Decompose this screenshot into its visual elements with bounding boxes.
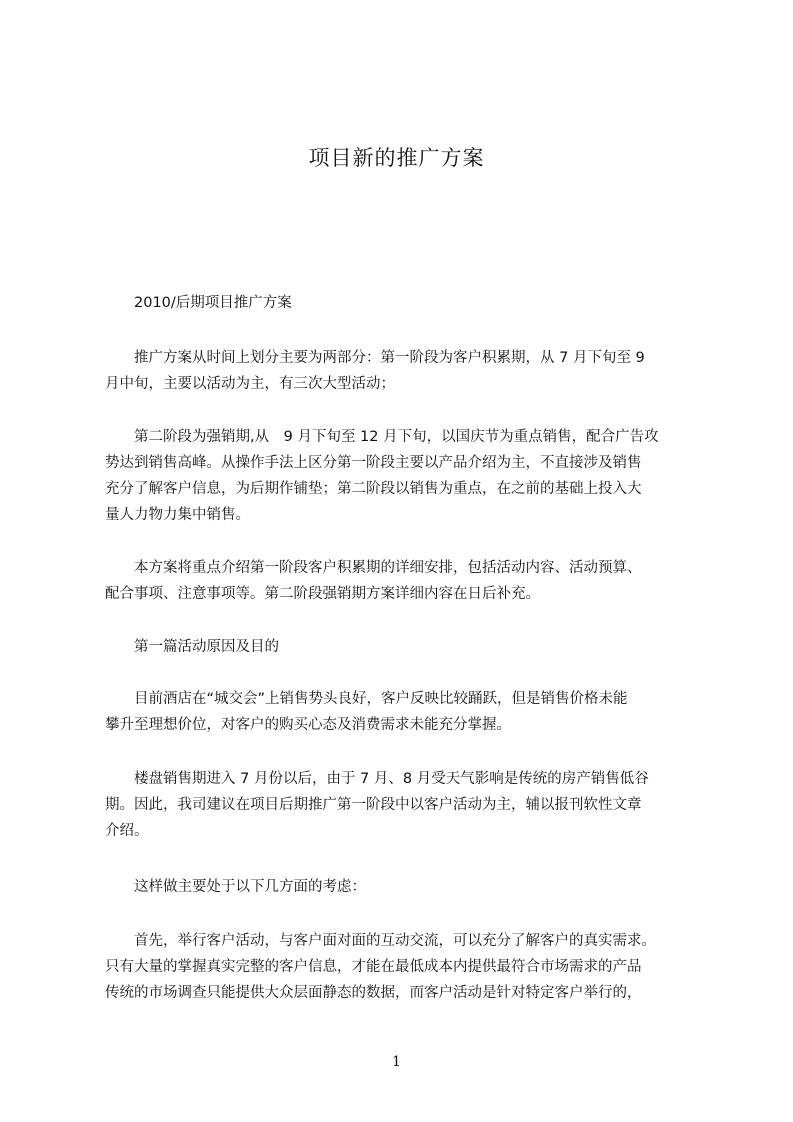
paragraph-1 bbox=[105, 290, 715, 316]
paragraph-line: 2010/后期项目推广方案 bbox=[105, 295, 292, 311]
paragraph-line: 势达到销售高峰。从操作手法上区分第一阶段主要以产品介绍为主，不直接涉及销售 bbox=[105, 455, 642, 471]
paragraph-line: 第二阶段为强销期,从 9 月下旬至 12 月下旬，以国庆节为重点销售，配合广告攻 bbox=[105, 429, 659, 445]
paragraph-line: 期。因此，我司建议在项目后期推广第一阶段中以客户活动为主，辅以报刊软性文章 bbox=[105, 797, 642, 813]
paragraph-line: 本方案将重点介绍第一阶段客户积累期的详细安排，包括活动内容、活动预算、 bbox=[105, 560, 642, 576]
paragraph-line: 这样做主要处于以下几方面的考虑： bbox=[105, 879, 366, 895]
paragraph-line: 第一篇活动原因及目的 bbox=[105, 639, 279, 655]
paragraph-9 bbox=[105, 928, 715, 1006]
section-heading bbox=[105, 634, 715, 660]
paragraph-line: 量人力物力集中销售。 bbox=[105, 507, 250, 523]
paragraph-4 bbox=[105, 555, 715, 607]
paragraph-line: 首先，举行客户活动，与客户面对面的互动交流，可以充分了解客户的真实需求。 bbox=[105, 933, 656, 949]
page-number: 1 bbox=[392, 1054, 401, 1070]
paragraph-line: 只有大量的掌握真实完整的客户信息，才能在最低成本内提供最符合市场需求的产品 bbox=[105, 959, 642, 975]
page-title: 项目新的推广方案 bbox=[308, 146, 485, 170]
paragraph-line: 传统的市场调查只能提供大众层面静态的数据，而客户活动是针对特定客户举行的， bbox=[105, 985, 642, 1001]
paragraph-line: 攀升至理想价位，对客户的购买心态及消费需求未能充分掌握。 bbox=[105, 717, 511, 733]
paragraph-line: 推广方案从时间上划分主要为两部分：第一阶段为客户积累期，从 7 月下旬至 9 bbox=[105, 350, 645, 366]
paragraph-line: 楼盘销售期进入 7 月份以后，由于 7 月、8 月受天气影响是传统的房产销售低谷 bbox=[105, 771, 649, 787]
paragraph-2 bbox=[105, 345, 715, 397]
paragraph-8 bbox=[105, 874, 715, 900]
paragraph-3 bbox=[105, 424, 715, 528]
paragraph-6 bbox=[105, 686, 715, 738]
paragraph-7 bbox=[105, 766, 715, 844]
paragraph-line: 配合事项、注意事项等。第二阶段强销期方案详细内容在日后补充。 bbox=[105, 586, 540, 602]
paragraph-line: 介绍。 bbox=[105, 823, 149, 839]
paragraph-line: 充分了解客户信息，为后期作铺垫；第二阶段以销售为重点，在之前的基础上投入大 bbox=[105, 481, 642, 497]
paragraph-line: 目前酒店在“城交会”上销售势头良好，客户反映比较踊跃，但是销售价格未能 bbox=[105, 691, 628, 707]
paragraph-line: 月中旬，主要以活动为主，有三次大型活动； bbox=[105, 376, 395, 392]
